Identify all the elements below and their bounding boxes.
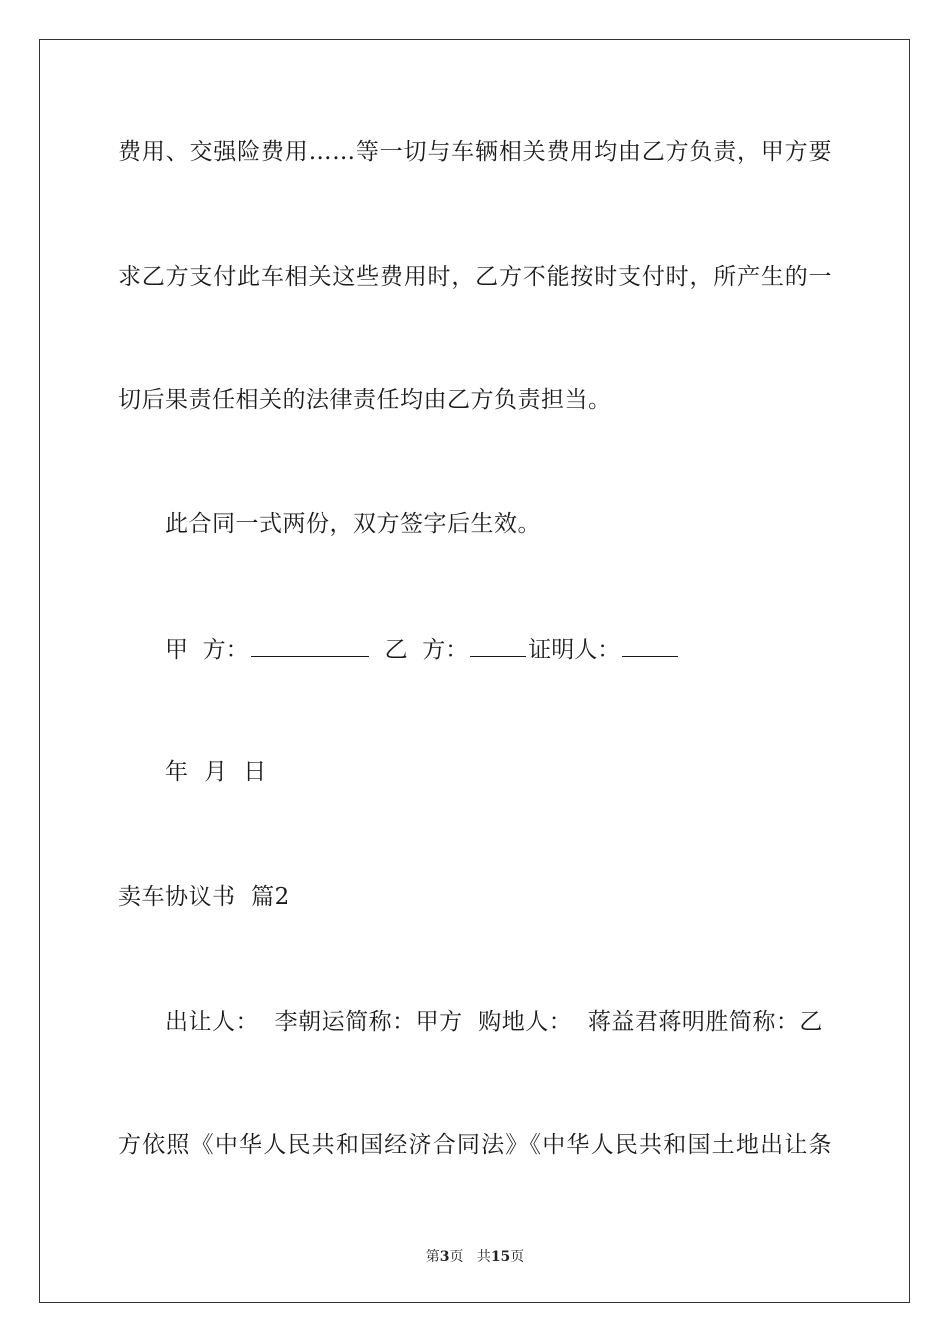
body-line-2: 求乙方支付此车相关这些费用时，乙方不能按时支付时，所产生的一 [118,264,832,290]
footer-total-number: 15 [490,1249,511,1265]
page-footer [0,1248,950,1266]
footer-page-number: 3 [439,1249,450,1265]
para2-line-1: 出让人： 李朝运简称：甲方 购地人： 蒋益君蒋明胜简称：乙 [165,1009,823,1035]
para2-line-2: 方依照《中华人民共和国经济合同法》《中华人民共和国土地出让条 [118,1132,832,1158]
footer-page-suffix: 页 [449,1249,464,1265]
party-a-label: 甲 方： [165,637,249,663]
party-a-blank [251,634,369,657]
footer-page-prefix: 第 [425,1249,440,1265]
body-line-4: 此合同一式两份，双方签字后生效。 [165,511,541,537]
witness-blank [622,634,678,657]
body-line-1: 费用、交强险费用……等一切与车辆相关费用均由乙方负责，甲方要 [118,139,832,165]
party-b-label: 乙 方： [384,637,469,663]
signature-row [165,634,680,665]
section-title: 卖车协议书 篇2 [118,884,290,910]
party-b-blank [470,634,526,657]
body-line-3: 切后果责任相关的法律责任均由乙方负责担当。 [118,387,612,413]
footer-total-suffix: 页 [510,1249,525,1265]
witness-label: 证明人： [528,637,621,663]
footer-total-prefix: 共 [476,1249,491,1265]
page-border [39,39,910,1303]
date-line: 年 月 日 [165,759,267,785]
